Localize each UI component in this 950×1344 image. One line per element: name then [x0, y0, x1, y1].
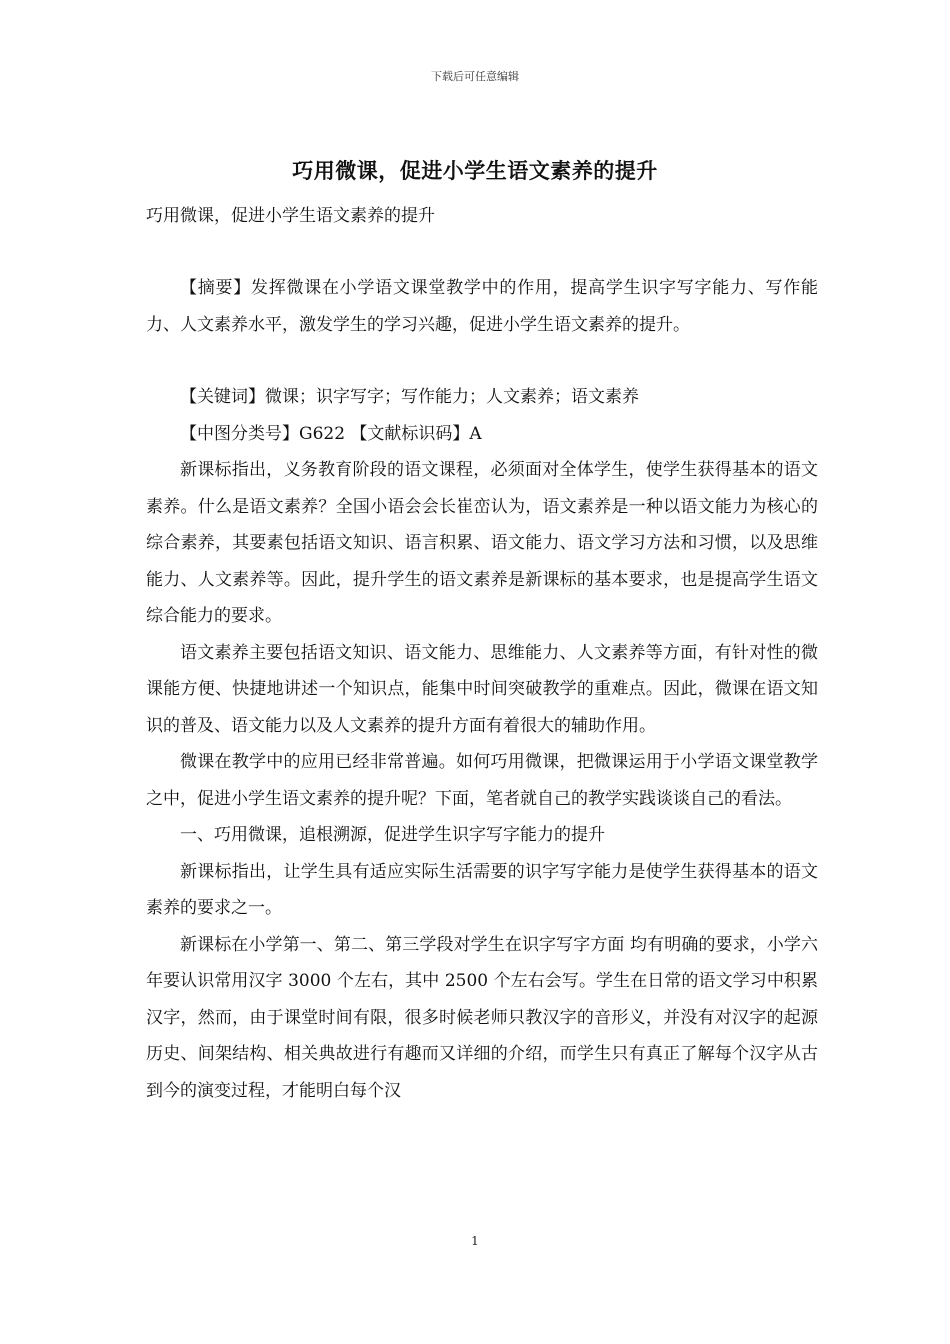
page-number: 1	[471, 1234, 479, 1248]
page-header-note: 下载后可任意编辑	[431, 70, 519, 83]
body-paragraph: 微课在教学中的应用已经非常普遍。如何巧用微课，把微课运用于小学语文课堂教学之中，促进小学生语文素养的提升呢？下面，笔者就自己的教学实践谈谈自己的看法。	[146, 752, 818, 809]
classification-line: 【中图分类号】G622 【文献标识码】A	[180, 423, 482, 444]
document-title: 巧用微课，促进小学生语文素养的提升	[292, 158, 658, 183]
document-subtitle: 巧用微课，促进小学生语文素养的提升	[146, 206, 435, 226]
body-paragraph: 新课标指出，义务教育阶段的语文课程，必须面对全体学生，使学生获得基本的语文素养。什么是语文素养？全国小语会会长崔峦认为，语文素养是一种以语文能力为核心的综合素养，其要素包括语文知识、语言积累、语文能力、语文学习方法和习惯，以及思维能力、人文素养等。因此，提升学生的语文素养是新课标的基本要求，也是提高学生语文综合能力的要求。	[146, 460, 818, 626]
body-paragraph: 语文素养主要包括语文知识、语文能力、思维能力、人文素养等方面，有针对性的微课能方便、快捷地讲述一个知识点，能集中时间突破教学的重难点。因此，微课在语文知识的普及、语文能力以及人文素养的提升方面有着很大的辅助作用。	[146, 642, 818, 736]
keywords-line: 【关键词】微课；识字写字；写作能力；人文素养；语文素养	[180, 387, 639, 407]
abstract-paragraph: 【摘要】发挥微课在小学语文课堂教学中的作用，提高学生识字写字能力、写作能力、人文素养水平，激发学生的学习兴趣，促进小学生语文素养的提升。	[146, 278, 818, 335]
body-paragraph: 新课标在小学第一、第二、第三学段对学生在识字写字方面 均有明确的要求，小学六年要认识常用汉字 3000 个左右，其中 2500 个左右会写。学生在日常的语文学习中积累汉字，然而，由于课堂时间有限，很多时候老师只教汉字的音形义，并没有对汉字的起源历史、间架结构、相关典故进行有趣而又详细的介绍，而学生只有真正了解每个汉字从古到今的演变过程，才能明白每个汉	[146, 934, 818, 1101]
section-heading: 一、巧用微课，追根溯源，促进学生识字写字能力的提升	[180, 825, 605, 845]
body-paragraph: 新课标指出，让学生具有适应实际生活需要的识字写字能力是使学生获得基本的语文素养的要求之一。	[146, 861, 818, 918]
document-body	[146, 270, 818, 1109]
